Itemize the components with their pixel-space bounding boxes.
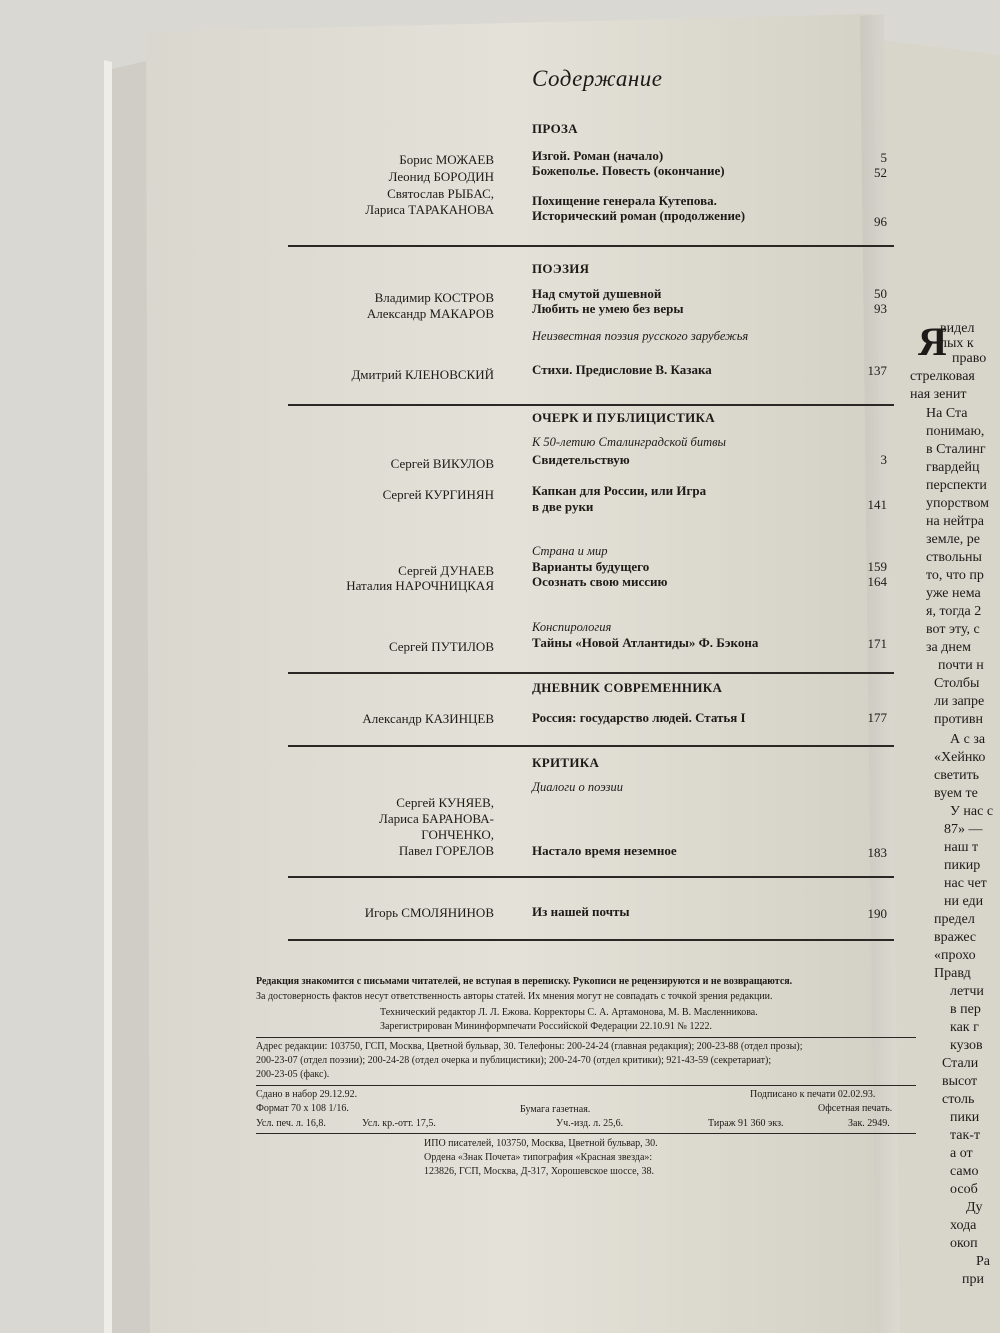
title-izgoy: Изгой. Роман (начало) (532, 148, 664, 163)
rubric-strana-i-mir: Страна и мир (532, 544, 608, 558)
section-divider (288, 745, 894, 747)
right-page-text: видел (940, 321, 975, 336)
right-page-text: а от (950, 1146, 973, 1161)
rubric-dialogi: Диалоги о поэзии (532, 780, 623, 794)
right-page-text: хода (950, 1218, 977, 1233)
title-stihi: Стихи. Предисловие В. Казака (532, 362, 712, 377)
imprint-divider (256, 1037, 916, 1038)
right-page-text: при (962, 1272, 984, 1287)
right-page-text: за днем (926, 640, 971, 655)
section-heading-poeziya: ПОЭЗИЯ (532, 261, 590, 276)
author-borodin: Леонид БОРОДИН (388, 169, 494, 184)
title-kapkan: Капкан для России, или Игра (532, 483, 707, 498)
page-number: 159 (867, 559, 887, 574)
page-number: 50 (874, 286, 887, 301)
author-kazintsev: Александр КАЗИНЦЕВ (362, 711, 494, 726)
page-number: 177 (867, 710, 887, 725)
imprint-uslkr: Усл. кр.-отт. 17,5. (362, 1118, 436, 1129)
right-page-text: Ду (966, 1200, 983, 1215)
right-page-text: столь (942, 1092, 975, 1107)
right-page-text: в пер (950, 1002, 981, 1017)
section-heading-ocherk: ОЧЕРК И ПУБЛИЦИСТИКА (532, 410, 715, 425)
author-kurginyan: Сергей КУРГИНЯН (382, 487, 494, 502)
imprint-divider (256, 1133, 916, 1134)
right-page-text: ствольны (926, 550, 982, 565)
author-klenovskiy: Дмитрий КЛЕНОВСКИЙ (351, 367, 494, 382)
imprint-ofset: Офсетная печать. (818, 1103, 893, 1114)
section-heading-dnevnik: ДНЕВНИК СОВРЕМЕННИКА (532, 680, 723, 695)
title-lyubit: Любить не умею без веры (532, 301, 684, 316)
right-page-text: уже нема (926, 586, 981, 601)
author-vikulov: Сергей ВИКУЛОВ (390, 456, 494, 471)
right-page-text: так-т (950, 1128, 981, 1143)
page-number: 183 (867, 845, 887, 860)
right-page-text: На Ста (926, 406, 968, 421)
author-mozhaev: Борис МОЖАЕВ (399, 152, 494, 167)
right-page-text: земле, ре (926, 532, 981, 547)
author-kostrov: Владимир КОСТРОВ (374, 290, 494, 305)
right-page-text: вуем те (934, 786, 978, 801)
author-rybas: Святослав РЫБАС, (387, 186, 494, 201)
right-page-text: почти н (938, 658, 984, 673)
imprint-zak: Зак. 2949. (848, 1118, 890, 1129)
right-page-text: Столбы (934, 676, 980, 691)
right-page-text: стрелковая (910, 369, 975, 384)
author-narochnitskaya: Наталия НАРОЧНИЦКАЯ (346, 578, 494, 593)
right-page-text: «Хейнко (934, 750, 986, 765)
imprint-adr: 123826, ГСП, Москва, Д-317, Хорошевское шоссе, 38. (424, 1166, 655, 1177)
title-nastalo: Настало время неземное (532, 843, 677, 858)
page-number: 171 (867, 636, 887, 651)
right-page-text: кузов (950, 1038, 983, 1053)
imprint-line: За достоверность фактов несут ответственность авторы статей. Их мнения могут не совпадать с точкой зрения редакции. (256, 991, 773, 1002)
imprint-sdano: Сдано в набор 29.12.92. (256, 1089, 358, 1100)
right-page-text: предел (934, 912, 975, 927)
author-kunyaev: Сергей КУНЯЕВ, (396, 795, 494, 810)
right-page-text: ная зенит (910, 387, 967, 402)
page-title: Содержание (532, 66, 663, 91)
title-istoricheskiy: Исторический роман (продолжение) (532, 208, 746, 223)
author-gonchenko: ГОНЧЕНКО, (421, 827, 494, 842)
title-svidetelstvuyu: Свидетельствую (532, 452, 630, 467)
author-gorelov: Павел ГОРЕЛОВ (398, 843, 494, 858)
imprint-uslpech: Усл. печ. л. 16,8. (256, 1118, 326, 1129)
author-putilov: Сергей ПУТИЛОВ (388, 639, 494, 654)
imprint-podpisano: Подписано к печати 02.02.93. (750, 1089, 876, 1100)
section-divider (288, 404, 894, 406)
right-page-text: ли запре (934, 694, 985, 709)
section-divider (288, 672, 894, 674)
imprint-tirazh: Тираж 91 360 экз. (708, 1118, 784, 1129)
right-page-text: наш т (944, 840, 979, 855)
rubric-neizvestnaya: Неизвестная поэзия русского зарубежья (532, 329, 749, 343)
right-page-text: вот эту, с (926, 622, 980, 637)
imprint-address: Адрес редакции: 103750, ГСП, Москва, Цветной бульвар, 30. Телефоны: 200-24-24 (главная редакция); 200-23-88 (отдел прозы); (256, 1041, 803, 1052)
right-page-text: понимаю, (926, 424, 985, 439)
imprint-ipo: ИПО писателей, 103750, Москва, Цветной бульвар, 30. (424, 1138, 658, 1149)
imprint-divider (256, 1085, 916, 1086)
imprint-line: Технический редактор Л. Л. Ежова. Корректоры С. А. Артамонова, М. В. Масленникова. (380, 1007, 758, 1018)
title-rossiya: Россия: государство людей. Статья I (532, 710, 746, 725)
right-page-text: светить (934, 768, 980, 783)
page-number: 5 (880, 150, 887, 165)
right-page-text: особ (950, 1182, 978, 1197)
title-bozhepolye: Божеполье. Повесть (окончание) (532, 163, 725, 178)
right-page-text: то, что пр (926, 568, 984, 583)
title-pohischenie: Похищение генерала Кутепова. (532, 193, 717, 208)
right-page-text: Ра (976, 1254, 990, 1269)
drop-cap: Я (918, 319, 947, 364)
imprint-bumaga: Бумага газетная. (520, 1104, 591, 1115)
imprint-address: 200-23-05 (факс). (256, 1069, 330, 1080)
imprint-uchizd: Уч.-изд. л. 25,6. (556, 1118, 624, 1129)
page-number: 52 (874, 165, 887, 180)
section-divider (288, 939, 894, 941)
right-page-text: я, тогда 2 (926, 604, 982, 619)
title-nad-smutoy: Над смутой душевной (532, 286, 662, 301)
title-osoznat: Осознать свою миссию (532, 574, 668, 589)
right-page-text: ни еди (944, 894, 984, 909)
right-page-text: 87» — (944, 822, 983, 837)
page-number: 3 (880, 452, 887, 467)
page-number: 137 (867, 363, 887, 378)
author-makarov: Александр МАКАРОВ (366, 306, 494, 321)
page-number: 93 (874, 301, 887, 316)
author-tarakanova: Лариса ТАРАКАНОВА (365, 202, 494, 217)
right-page-text: летчи (950, 984, 984, 999)
imprint-ordena: Ордена «Знак Почета» типография «Красная звезда»: (424, 1152, 653, 1163)
rubric-stalingrad: К 50-летию Сталинградской битвы (532, 435, 726, 449)
right-page-text: противн (934, 712, 984, 727)
right-page-text: в Сталинг (926, 442, 986, 457)
section-divider (288, 245, 894, 247)
author-dunaev: Сергей ДУНАЕВ (398, 563, 494, 578)
title-varianty: Варианты будущего (532, 559, 650, 574)
title-iz-nashey-pochty: Из нашей почты (532, 904, 630, 919)
imprint-line: Зарегистрирован Мининформпечати Российской Федерации 22.10.91 № 1222. (380, 1021, 712, 1032)
right-page-text: вражес (934, 930, 977, 945)
imprint-address: 200-23-07 (отдел поэзии); 200-24-28 (отдел очерка и публицистики); 200-24-70 (отдел критики); 921-43-59 (секретариат); (256, 1055, 772, 1066)
imprint-format: Формат 70 x 108 1/16. (256, 1103, 349, 1114)
right-page-text: упорством (926, 496, 989, 511)
right-page-text: Правд (934, 966, 971, 981)
page-number: 190 (867, 906, 887, 921)
right-page-text: перспекти (926, 478, 987, 493)
title-tayny: Тайны «Новой Атлантиды» Ф. Бэкона (532, 635, 759, 650)
right-page-text: нас чет (944, 876, 987, 891)
right-page-text: на нейтра (926, 514, 984, 529)
page-number: 96 (874, 214, 887, 229)
right-page-text: как г (950, 1020, 979, 1035)
section-heading-proza: ПРОЗА (532, 121, 578, 136)
right-page-text: пики (950, 1110, 980, 1125)
right-page-text: гвардейц (926, 460, 980, 475)
section-heading-kritika: КРИТИКА (532, 755, 600, 770)
right-page-text: лых к (940, 336, 974, 351)
right-page-text: право (952, 351, 987, 366)
right-page-text: само (950, 1164, 979, 1179)
right-page-text: У нас с (950, 804, 994, 819)
imprint-line: Редакция знакомится с письмами читателей, не вступая в переписку. Рукописи не рецензируются и не возвращаются. (256, 976, 793, 987)
section-divider (288, 876, 894, 878)
right-page-text: пикир (944, 858, 981, 873)
author-baranova: Лариса БАРАНОВА- (379, 811, 494, 826)
title-v-dve-ruki: в две руки (532, 499, 594, 514)
page-number: 164 (867, 574, 887, 589)
right-page-text: высот (942, 1074, 978, 1089)
right-page-text: А с за (950, 732, 986, 747)
page-number: 141 (867, 497, 887, 512)
right-page-text: «прохо (934, 948, 976, 963)
author-smolyaninov: Игорь СМОЛЯНИНОВ (364, 905, 494, 920)
right-page-text: Стали (942, 1056, 979, 1071)
rubric-konspirologiya: Конспирология (532, 620, 612, 634)
right-page-text: окоп (950, 1236, 978, 1251)
